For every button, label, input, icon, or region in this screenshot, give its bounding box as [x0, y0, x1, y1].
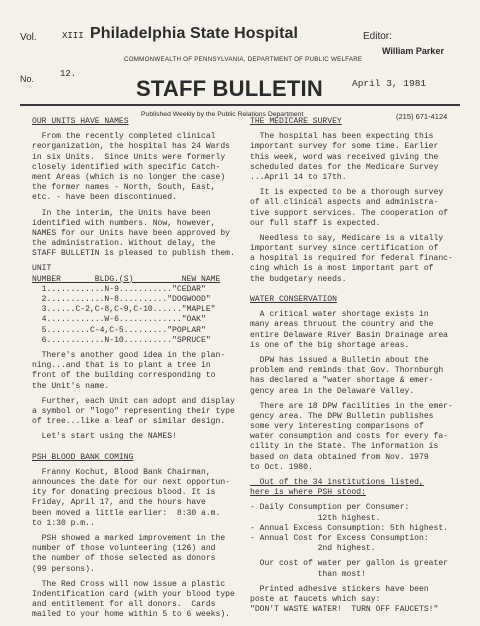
- section-heading: WATER CONSERVATION: [250, 295, 337, 304]
- text-line: Further, each Unit can adopt and display: [32, 396, 235, 406]
- text-line: important survey since certification of: [250, 244, 439, 254]
- text-line: NAMES for our Units have been approved by: [32, 228, 230, 238]
- published-by: Published Weekly by the Public Relations Department: [141, 111, 304, 118]
- text-line: 2nd highest.: [250, 544, 376, 554]
- text-line: entire Delaware River Basin Drainage area: [250, 330, 448, 340]
- issue-number-label: No.: [20, 74, 35, 84]
- text-line: From the recently completed clinical: [32, 132, 216, 142]
- text-line: than most!: [250, 569, 366, 579]
- text-line: "DON'T WASTE WATER! TURN OFF FAUCETS!": [250, 605, 439, 615]
- right-column: [250, 117, 462, 615]
- text-line: Let's start using the NAMES!: [32, 432, 177, 442]
- text-line: in six Units. Since Units were formerly: [32, 152, 226, 162]
- editor-label: Editor:: [363, 31, 392, 42]
- text-line: DPW has issued a Bulletin about the: [250, 355, 429, 365]
- text-line: - Annual Excess Consumption: 5th highest.: [250, 523, 448, 533]
- text-line: to 1:30 p.m..: [32, 518, 95, 528]
- text-line: based on data obtained from Nov. 1979: [250, 452, 429, 462]
- hospital-name: Philadelphia State Hospital: [90, 25, 299, 42]
- text-line: of all clinical aspects and administra-: [250, 198, 439, 208]
- text-line: a hospital is required for federal financ-: [250, 254, 453, 264]
- volume-number: XIII: [62, 31, 84, 41]
- text-line: has declared a "water shortage & emer-: [250, 376, 434, 386]
- text-line: Indentification card (with your blood type: [32, 589, 235, 599]
- text-line: the administration. Without delay, the: [32, 239, 216, 249]
- editor-name: William Parker: [382, 46, 444, 56]
- paragraph-gap: [32, 442, 244, 452]
- text-line: closely identified with specific Catch-: [32, 162, 221, 172]
- text-line: water consumption and costs for every fa-: [250, 432, 448, 442]
- text-line: to Oct. 1980.: [250, 462, 313, 472]
- issue-number: 12.: [60, 69, 77, 79]
- text-line: identified with numbers. Now, however,: [32, 218, 216, 228]
- text-line: The hospital has been expecting this: [250, 132, 434, 142]
- text-line: 6............N-10.........."SPRUCE": [32, 335, 211, 345]
- text-line: tive support services. The cooperation of: [250, 208, 448, 218]
- left-column: [32, 117, 244, 620]
- text-line: 3......C-2,C-8,C-9,C-10......"MAPLE": [32, 305, 216, 315]
- text-line: the budgetary needs.: [250, 274, 347, 284]
- text-line: UNIT: [32, 264, 52, 274]
- text-line: cility in the State. The information is: [250, 442, 439, 452]
- issue-date: April 3, 1981: [352, 78, 427, 89]
- text-line: (99 persons).: [32, 564, 95, 574]
- text-line: scheduled dates for the Medicare Survey: [250, 162, 439, 172]
- phone-number: (215) 671-4124: [396, 112, 448, 121]
- text-line: ment Areas (which is no longer the case): [32, 172, 226, 182]
- text-line: been moved a little earlier: 8:30 a.m.: [32, 508, 221, 518]
- text-line: gency area in the Delaware Valley.: [250, 386, 415, 396]
- text-line: Friday, April 17, and the hours have: [32, 498, 206, 508]
- section-heading: Out of the 34 institutions listed,: [250, 478, 424, 487]
- section-heading: NUMBER BLDG.(S) NEW NAME: [32, 274, 221, 284]
- text-line: In the interim, the Units have been: [32, 208, 211, 218]
- text-line: mailed to your home within 5 to 6 weeks).: [32, 610, 230, 620]
- text-line: Our cost of water per gallon is greater: [250, 559, 448, 569]
- text-line: It is expected to be a thorough survey: [250, 188, 444, 198]
- text-line: Printed adhesive stickers have been: [250, 584, 429, 594]
- section-heading: PSH BLOOD BANK COMING: [32, 452, 134, 462]
- text-line: Needless to say, Medicare is a vitally: [250, 233, 444, 243]
- section-heading: THE MEDICARE SURVEY: [250, 117, 342, 126]
- text-line: gency area. The DPW Bulletin publishes: [250, 411, 434, 421]
- text-line: PSH showed a marked improvement in the: [32, 533, 226, 543]
- text-line: A critical water shortage exists in: [250, 310, 429, 320]
- text-line: 5.........C-4,C-5........."POPLAR": [32, 325, 206, 335]
- text-line: - Daily Consumption per Consumer:: [250, 503, 410, 513]
- text-line: 1............N-9..........."CEDAR": [32, 284, 206, 294]
- text-line: There's another good idea in the plan-: [32, 350, 226, 360]
- text-line: a symbol or "logo" representing their type: [32, 406, 235, 416]
- text-line: cing which is a most important part of: [250, 264, 434, 274]
- text-line: the number of those selected as donors: [32, 554, 216, 564]
- text-line: 2............N-8.........."DOGWOOD": [32, 295, 211, 304]
- paragraph-gap: [250, 285, 462, 295]
- text-line: the Unit's name.: [32, 381, 110, 391]
- text-line: There are 18 DPW facilities in the emer-: [250, 401, 453, 411]
- section-heading: OUR UNITS HAVE NAMES: [32, 117, 129, 126]
- text-line: is one of the big shortage areas.: [250, 340, 410, 350]
- department-line: COMMONWEALTH OF PENNSYLVANIA, DEPARTMENT OF PUBLIC WELFARE: [124, 56, 363, 63]
- text-line: this week, word was received giving the: [250, 152, 439, 162]
- text-line: the former names - North, South, East,: [32, 183, 216, 193]
- text-line: reorganization, the hospital has 24 Wards: [32, 142, 230, 152]
- text-line: and entitlement for all donors. Cards: [32, 600, 216, 610]
- text-line: number of those volunteering (126) and: [32, 544, 216, 554]
- text-line: problem and reminds that Gov. Thornburgh: [250, 366, 444, 376]
- text-line: 4............W-6............."OAK": [32, 315, 206, 325]
- text-line: etc. - have been discontinued.: [32, 193, 177, 203]
- text-line: front of the building corresponding to: [32, 371, 216, 381]
- text-line: ning...and that is to plant a tree in: [32, 361, 211, 371]
- text-line: announces the date for our next opportun-: [32, 478, 230, 487]
- bulletin-title: STAFF BULLETIN: [136, 76, 323, 101]
- masthead-rule: [20, 104, 460, 106]
- text-line: some very interesting comparisons of: [250, 422, 424, 432]
- text-line: The Red Cross will now issue a plastic: [32, 579, 226, 589]
- text-line: our full staff is expected.: [250, 218, 381, 228]
- text-line: - Annual Cost for Excess Consumption:: [250, 533, 429, 543]
- text-line: important survey for some time. Earlier: [250, 142, 439, 152]
- volume-label: Vol.: [20, 32, 37, 43]
- text-line: STAFF BULLETIN is pleased to publish them.: [32, 249, 235, 259]
- text-line: ity for donating precious blood. It is: [32, 488, 216, 498]
- text-line: poste at faucets which say:: [250, 594, 381, 604]
- section-heading: here is where PSH stood:: [250, 488, 366, 498]
- text-line: many areas thruout the country and the: [250, 320, 434, 330]
- text-line: of tree...like a leaf or similar design.: [32, 417, 226, 427]
- text-line: Franny Kochut, Blood Bank Chairman,: [32, 467, 211, 477]
- text-line: 12th highest.: [250, 513, 381, 523]
- text-line: ...April 14 to 17th.: [250, 172, 347, 182]
